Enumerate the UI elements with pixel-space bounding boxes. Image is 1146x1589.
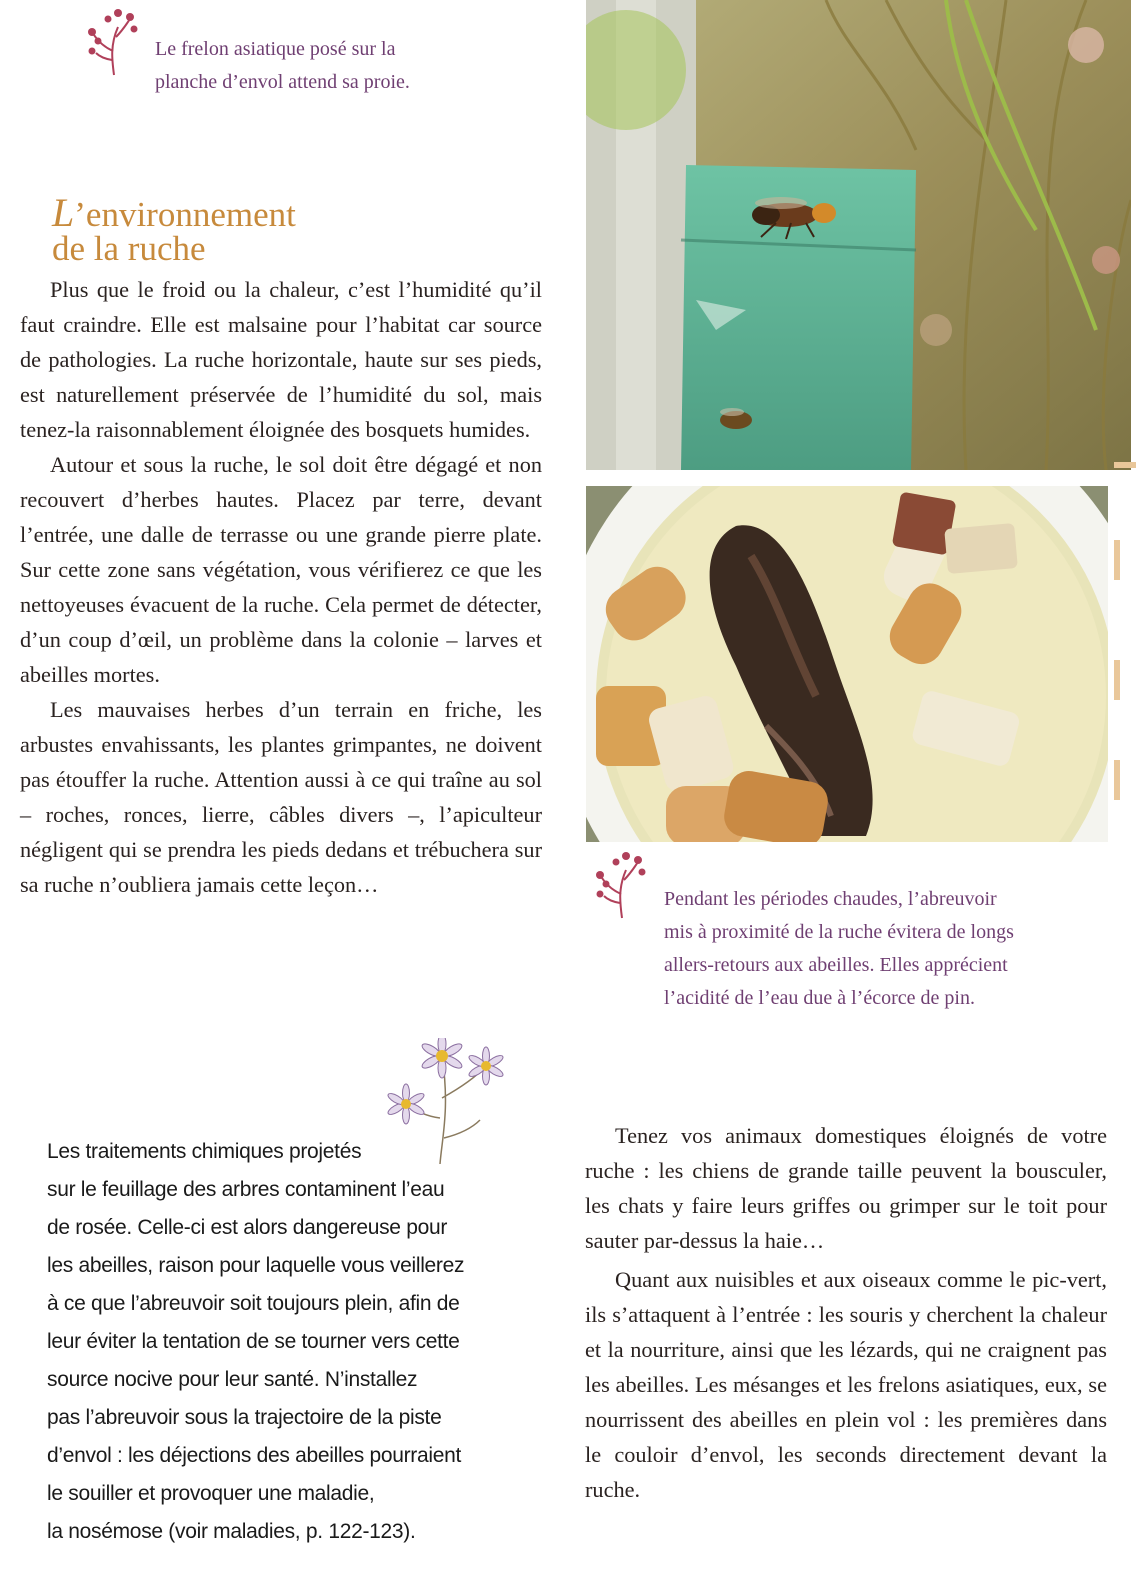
paragraph: Quant aux nuisibles et aux oiseaux comme le pic-vert, ils s’attaquent à l’entrée : les souris y cherchent la chaleur et la nourriture, ainsi que les lézards, qui ne craignent pas les abeilles. Les mésanges et les frelons asiatiques, eux, se nourrissent des abeilles en plein vol : les premières dans le couloir d’envol, les seconds directement devant la ruche. bbox=[585, 1267, 1107, 1502]
sidebar-line: la nosémose (voir maladies, p. 122-123). bbox=[47, 1520, 416, 1543]
caption-line: l’acidité de l’eau due à l’écorce de pin. bbox=[664, 987, 975, 1009]
paragraph: Plus que le froid ou la chaleur, c’est l’humidité qu’il faut craindre. Elle est malsaine pour l’habitat car source de pathologies. La ruche horizontale, haute sur ses pieds, est naturellement préservée de l’humidité du sol, mais tenez-la raisonnablement éloignée des bosquets humides. bbox=[20, 277, 542, 442]
paragraph: Les mauvaises herbes d’un terrain en friche, les arbustes envahissants, les plantes grimpantes, ne doivent pas étouffer la ruche. Attention aussi à ce qui traîne au sol – roches, ronces, lierre, câbles divers –, l’apiculteur négligent qui se prendra les pieds dedans et trébuchera sur sa ruche n’oubliera jamais cette leçon… bbox=[20, 697, 542, 897]
sidebar-line: de rosée. Celle-ci est alors dangereuse pour bbox=[47, 1216, 448, 1239]
berry-sprig-icon bbox=[592, 848, 648, 920]
accent-bar bbox=[1114, 540, 1120, 580]
photo-caption-water bbox=[664, 883, 1124, 1015]
body-text-right bbox=[585, 1118, 1107, 1507]
caption-line: allers-retours aux abeilles. Elles apprécient bbox=[664, 954, 1008, 976]
caption-line: mis à proximité de la ruche évitera de longs bbox=[664, 921, 1014, 943]
hornet-photo bbox=[586, 0, 1131, 470]
sidebar-line: sur le feuillage des arbres contaminent l’eau bbox=[47, 1178, 445, 1201]
title-line-1: ’environnement bbox=[74, 195, 296, 234]
sidebar-note bbox=[47, 1133, 527, 1551]
sidebar-line: à ce que l’abreuvoir soit toujours plein, afin de bbox=[47, 1292, 460, 1315]
title-initial: L bbox=[52, 190, 75, 235]
sidebar-line: le souiller et provoquer une maladie, bbox=[47, 1482, 375, 1505]
sidebar-line: pas l’abreuvoir sous la trajectoire de la piste bbox=[47, 1406, 442, 1429]
berry-sprig-icon bbox=[84, 5, 140, 77]
title-line-2: de la ruche bbox=[52, 229, 206, 268]
body-text-left bbox=[20, 272, 542, 902]
caption-line: Le frelon asiatique posé sur la bbox=[155, 38, 396, 60]
sidebar-line: source nocive pour leur santé. N’installez bbox=[47, 1368, 418, 1391]
paragraph: Tenez vos animaux domestiques éloignés de votre ruche : les chiens de grande taille peuvent la bousculer, les chats y faire leurs griffes ou grimper sur le toit pour sauter par-dessus la haie… bbox=[585, 1123, 1107, 1253]
accent-bar bbox=[1114, 760, 1120, 800]
water-bucket-photo bbox=[586, 486, 1108, 842]
section-title bbox=[52, 190, 296, 268]
sidebar-line: Les traitements chimiques projetés bbox=[47, 1140, 362, 1163]
caption-line: Pendant les périodes chaudes, l’abreuvoir bbox=[664, 888, 997, 910]
sidebar-line: leur éviter la tentation de se tourner vers cette bbox=[47, 1330, 460, 1353]
hornet-photo-illustration bbox=[586, 0, 1131, 470]
accent-bar bbox=[1114, 660, 1120, 700]
sidebar-line: les abeilles, raison pour laquelle vous veillerez bbox=[47, 1254, 465, 1277]
sidebar-line: d’envol : les déjections des abeilles pourraient bbox=[47, 1444, 462, 1467]
paragraph: Autour et sous la ruche, le sol doit être dégagé et non recouvert d’herbes hautes. Placez par terre, devant l’entrée, une dalle de terrasse ou une grande pierre plate. Sur cette zone sans végétation, vous vérifierez ce que les nettoyeuses évacuent de la ruche. Cela permet de détecter, d’un coup d’œil, un problème dans la colonie – larves et abeilles mortes. bbox=[20, 452, 542, 687]
accent-bar-top bbox=[1114, 462, 1136, 468]
caption-line: planche d’envol attend sa proie. bbox=[155, 71, 410, 93]
photo-caption-hornet bbox=[155, 33, 555, 99]
water-bucket-photo-illustration bbox=[586, 486, 1108, 842]
